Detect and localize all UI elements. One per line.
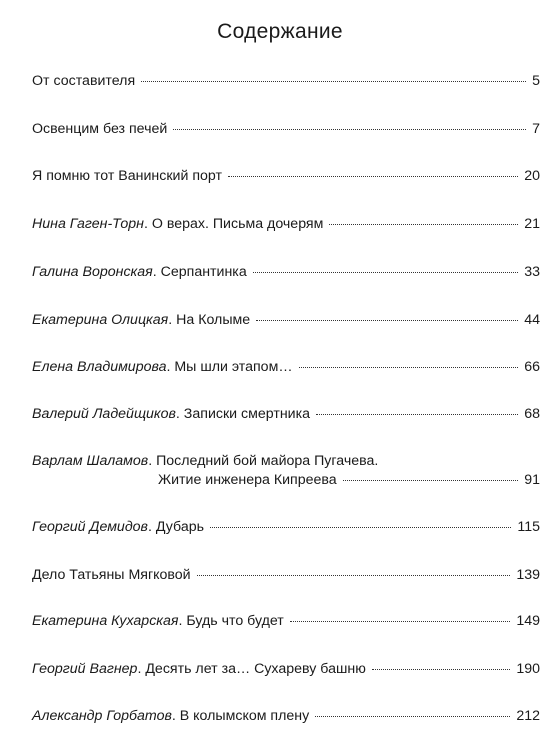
entry-page-number: 5 xyxy=(532,73,540,89)
dot-leader xyxy=(210,527,511,528)
entry-author: Варлам Шаламов xyxy=(32,453,149,469)
entry-author: Георгий Вагнер xyxy=(32,661,138,677)
entry-author: Галина Воронская xyxy=(32,264,153,280)
entry-title: В колымском плену xyxy=(179,708,310,724)
toc-entry xyxy=(32,659,540,679)
entry-separator: . xyxy=(152,264,161,280)
dot-leader xyxy=(343,480,519,481)
entry-separator: . xyxy=(168,312,177,328)
entry-title: Десять лет за… Сухареву башню xyxy=(145,661,366,677)
dot-leader xyxy=(299,367,519,368)
entry-author: Елена Владимирова xyxy=(32,359,167,375)
toc-entry xyxy=(32,451,540,471)
toc-entry xyxy=(32,517,540,537)
entry-author: Георгий Демидов xyxy=(32,519,148,535)
toc-entry xyxy=(32,404,540,424)
entry-page-number: 7 xyxy=(532,121,540,137)
entry-page-number: 212 xyxy=(516,708,540,724)
dot-leader xyxy=(173,129,526,130)
toc-entry xyxy=(32,71,540,91)
entry-title: На Колыме xyxy=(176,312,251,328)
toc-entry xyxy=(32,357,540,377)
dot-leader xyxy=(372,669,510,670)
entry-page-number: 115 xyxy=(517,519,540,535)
entry-author: Екатерина Олицкая xyxy=(32,312,169,328)
entry-title: От составителя xyxy=(32,73,136,89)
entry-title: Последний бой майора Пугачева. xyxy=(156,453,379,469)
entry-page-number: 68 xyxy=(524,406,540,422)
entry-title: Освенцим без печей xyxy=(32,121,168,137)
entry-separator: . xyxy=(137,661,146,677)
entry-title: Житие инженера Кипреева xyxy=(158,472,337,488)
entry-author: Александр Горбатов xyxy=(32,708,172,724)
entry-page-number: 44 xyxy=(524,312,540,328)
entry-page-number: 149 xyxy=(516,613,540,629)
entry-title: О верах. Письма дочерям xyxy=(151,216,324,232)
entry-title: Будь что будет xyxy=(186,613,284,629)
entry-author: Екатерина Кухарская xyxy=(32,613,179,629)
toc-entry xyxy=(32,565,540,585)
entry-title: Мы шли этапом… xyxy=(174,359,293,375)
entry-separator: . xyxy=(166,359,175,375)
toc-entry xyxy=(32,214,540,234)
entry-title: Дело Татьяны Мягковой xyxy=(32,567,191,583)
entry-author: Нина Гаген-Торн xyxy=(32,216,144,232)
toc-entry xyxy=(32,310,540,330)
dot-leader xyxy=(329,224,518,225)
dot-leader xyxy=(197,575,511,576)
page-title: Содержание xyxy=(217,20,343,43)
entry-author: Валерий Ладейщиков xyxy=(32,406,176,422)
dot-leader xyxy=(228,176,518,177)
entry-separator: . xyxy=(178,613,187,629)
entry-title: Серпантинка xyxy=(160,264,247,280)
toc-entry xyxy=(32,706,540,726)
entry-page-number: 21 xyxy=(524,216,540,232)
entry-page-number: 33 xyxy=(524,264,540,280)
entry-separator: . xyxy=(175,406,184,422)
entry-separator: . xyxy=(143,216,152,232)
toc-entry xyxy=(32,119,540,139)
entry-page-number: 20 xyxy=(524,168,540,184)
entry-separator: . xyxy=(148,453,157,469)
entry-page-number: 139 xyxy=(516,567,540,583)
dot-leader xyxy=(253,272,519,273)
entry-separator: . xyxy=(171,708,180,724)
toc-entry-continuation xyxy=(32,470,540,490)
entry-title: Записки смертника xyxy=(183,406,311,422)
entry-separator: . xyxy=(147,519,156,535)
entry-page-number: 190 xyxy=(516,661,540,677)
entry-page-number: 91 xyxy=(524,472,540,488)
entry-title: Я помню тот Ванинский порт xyxy=(32,168,222,184)
entry-page-number: 66 xyxy=(524,359,540,375)
dot-leader xyxy=(256,320,518,321)
dot-leader xyxy=(315,716,510,717)
dot-leader xyxy=(316,414,518,415)
toc-entry xyxy=(32,262,540,282)
toc-entry xyxy=(32,611,540,631)
dot-leader xyxy=(141,81,526,82)
toc-entry xyxy=(32,166,540,186)
entry-title: Дубарь xyxy=(155,519,205,535)
dot-leader xyxy=(290,621,511,622)
